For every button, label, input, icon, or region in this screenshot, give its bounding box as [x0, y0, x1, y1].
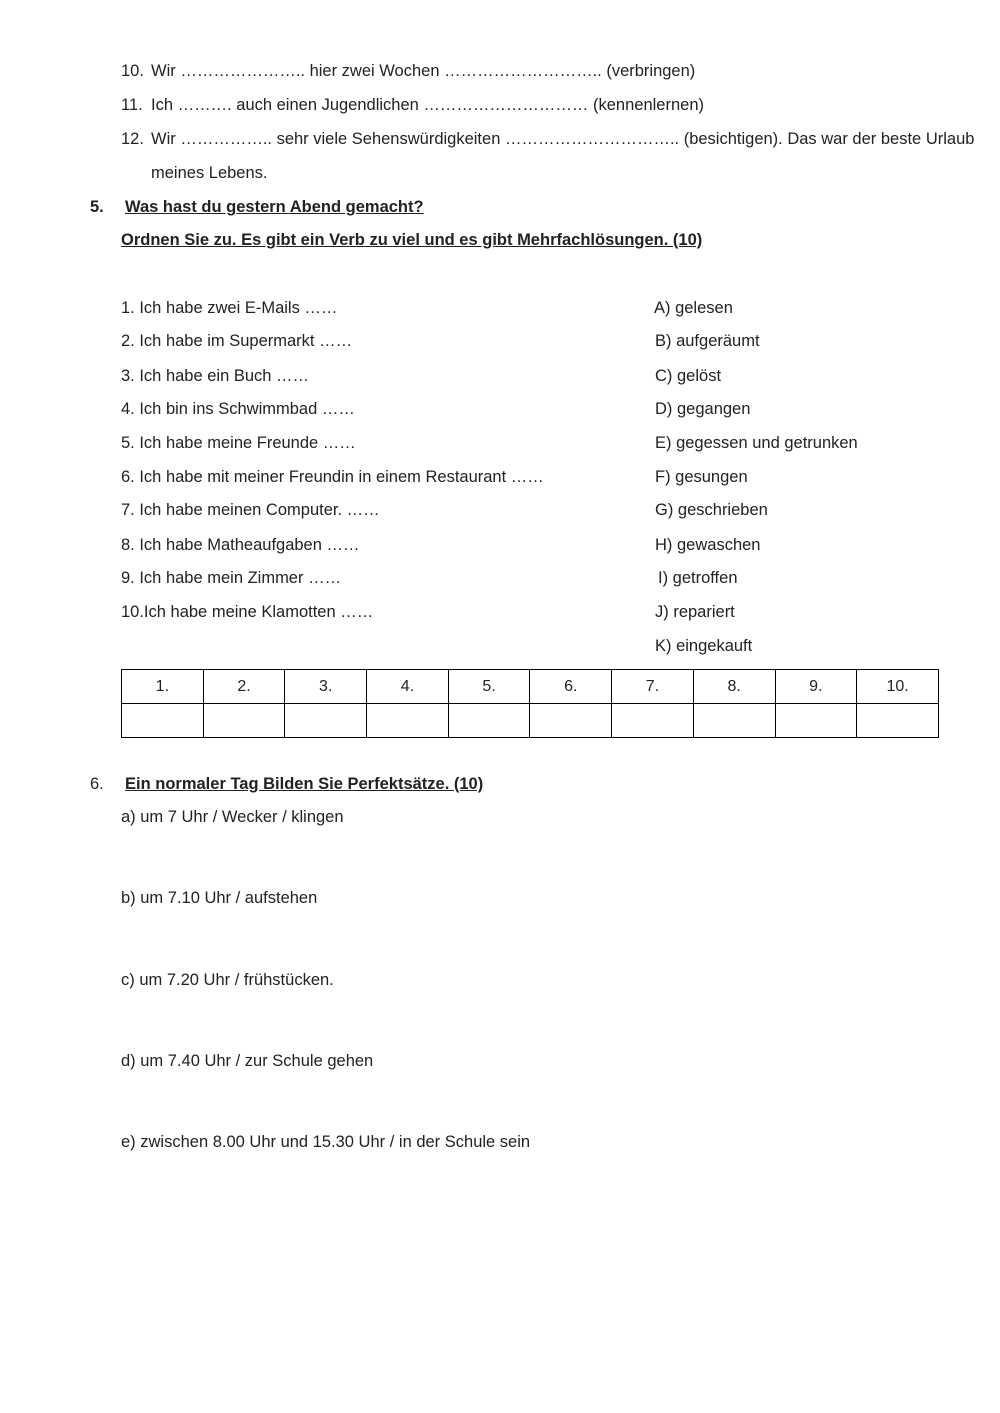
answer-header-cell: 1.: [122, 670, 204, 704]
prompt-item: b) um 7.10 Uhr / aufstehen: [121, 889, 318, 907]
answer-cell[interactable]: [367, 704, 449, 738]
section-5-number: 5.: [90, 198, 104, 216]
answer-header-cell: 6.: [530, 670, 612, 704]
match-left-item: 4. Ich bin ins Schwimmbad ……: [121, 400, 355, 418]
answer-header-cell: 5.: [448, 670, 530, 704]
answer-cell[interactable]: [203, 704, 285, 738]
match-right-option: D) gegangen: [655, 400, 751, 418]
match-right-option: C) gelöst: [655, 367, 722, 385]
answer-cell[interactable]: [693, 704, 775, 738]
match-left-item: 2. Ich habe im Supermarkt ……: [121, 332, 353, 350]
answer-cell[interactable]: [775, 704, 857, 738]
match-right-option: H) gewaschen: [655, 536, 761, 554]
match-left-item: 6. Ich habe mit meiner Freundin in einem Restaurant ……: [121, 468, 544, 486]
match-right-option: I) getroffen: [658, 569, 738, 587]
section-5-instruction: Ordnen Sie zu. Es gibt ein Verb zu viel und es gibt Mehrfachlösungen. (10): [121, 231, 703, 249]
answer-header-cell: 4.: [367, 670, 449, 704]
answer-table: [121, 669, 939, 738]
answer-cell[interactable]: [122, 704, 204, 738]
answer-header-cell: 8.: [693, 670, 775, 704]
match-right-option: K) eingekauft: [655, 637, 753, 655]
answer-cell[interactable]: [857, 704, 939, 738]
match-right-option: A) gelesen: [654, 299, 733, 317]
match-right-option: G) geschrieben: [655, 501, 768, 519]
match-left-item: 9. Ich habe mein Zimmer ……: [121, 569, 342, 587]
match-right-option: E) gegessen und getrunken: [655, 434, 858, 452]
answer-cell[interactable]: [448, 704, 530, 738]
match-right-option: F) gesungen: [655, 468, 748, 486]
section-6-title: Ein normaler Tag Bilden Sie Perfektsätze. (10): [125, 775, 484, 793]
match-left-item: 1. Ich habe zwei E-Mails ……: [121, 299, 338, 317]
answer-header-cell: 10.: [857, 670, 939, 704]
answer-cell[interactable]: [285, 704, 367, 738]
exercise-sentence-continuation: meines Lebens.: [151, 164, 268, 182]
match-left-item: 10.Ich habe meine Klamotten ……: [121, 603, 374, 621]
answer-header-cell: 9.: [775, 670, 857, 704]
exercise-sentence: Ich ………. auch einen Jugendlichen ………………………… (kennenlernen): [151, 96, 704, 114]
answer-header-cell: 2.: [203, 670, 285, 704]
match-left-item: 5. Ich habe meine Freunde ……: [121, 434, 356, 452]
answer-cell[interactable]: [612, 704, 694, 738]
section-6-number: 6.: [90, 775, 104, 793]
item-number: 12.: [121, 130, 144, 148]
prompt-item: c) um 7.20 Uhr / frühstücken.: [121, 971, 334, 989]
match-left-item: 8. Ich habe Matheaufgaben ……: [121, 536, 360, 554]
answer-table-header-row: [122, 670, 939, 704]
item-number: 10.: [121, 62, 144, 80]
prompt-item: a) um 7 Uhr / Wecker / klingen: [121, 808, 344, 826]
match-left-item: 7. Ich habe meinen Computer. ……: [121, 501, 380, 519]
match-left-item: 3. Ich habe ein Buch ……: [121, 367, 310, 385]
match-right-option: J) repariert: [655, 603, 735, 621]
section-5-title: Was hast du gestern Abend gemacht?: [125, 198, 424, 216]
exercise-sentence: Wir …………….. sehr viele Sehenswürdigkeiten ………………………….. (besichtigen). Das war der beste Urlaub: [151, 130, 975, 148]
answer-header-cell: 3.: [285, 670, 367, 704]
item-number: 11.: [121, 96, 143, 114]
match-right-option: B) aufgeräumt: [655, 332, 760, 350]
answer-header-cell: 7.: [612, 670, 694, 704]
prompt-item: d) um 7.40 Uhr / zur Schule gehen: [121, 1052, 374, 1070]
answer-cell[interactable]: [530, 704, 612, 738]
prompt-item: e) zwischen 8.00 Uhr und 15.30 Uhr / in der Schule sein: [121, 1133, 531, 1151]
answer-table-input-row: [122, 704, 939, 738]
exercise-sentence: Wir ………………….. hier zwei Wochen ……………………….. (verbringen): [151, 62, 696, 80]
